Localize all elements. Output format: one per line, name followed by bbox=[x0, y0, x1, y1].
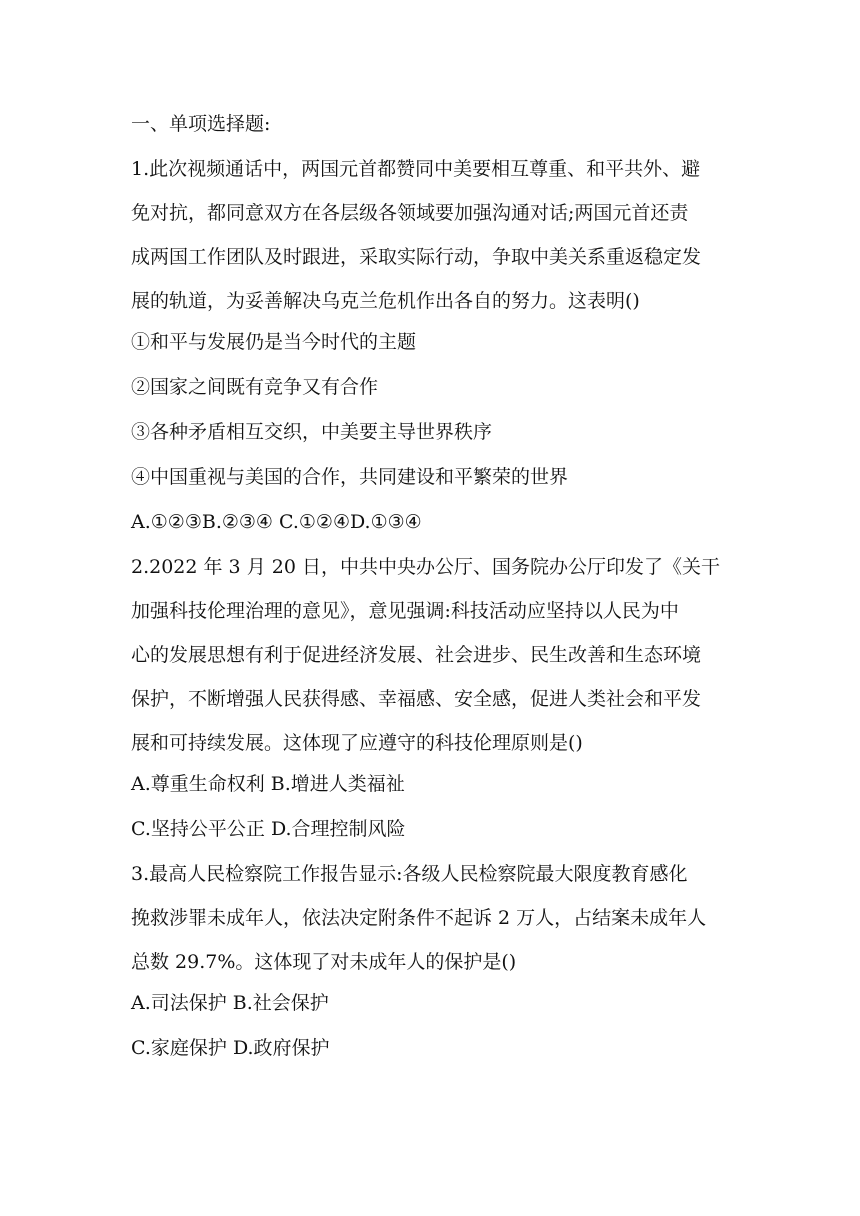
section-title: 一、单项选择题: bbox=[131, 113, 271, 135]
question-2-options: C.坚持公平公正 D.合理控制风险 bbox=[131, 818, 406, 840]
question-2-options: A.尊重生命权利 B.增进人类福祉 bbox=[131, 773, 405, 795]
question-2 bbox=[131, 556, 731, 840]
question-3-options: C.家庭保护 D.政府保护 bbox=[131, 1037, 330, 1059]
question-1-stem-line: 展的轨道，为妥善解决乌克兰危机作出各自的努力。这表明() bbox=[131, 290, 640, 312]
question-3 bbox=[131, 863, 731, 1059]
question-1 bbox=[131, 158, 731, 533]
question-2-stem-line: 2.2022 年 3 月 20 日，中共中央办公厅、国务院办公厅印发了《关干 bbox=[131, 556, 720, 578]
question-3-stem-line: 总数 29.7%。这体现了对未成年人的保护是() bbox=[131, 951, 517, 973]
question-1-statement: ④中国重视与美国的合作，共同建设和平繁荣的世界 bbox=[131, 466, 569, 488]
question-1-stem-line: 成两国工作团队及时跟进，采取实际行动，争取中美关系重返稳定发 bbox=[131, 246, 702, 268]
question-1-stem-line: 免对抗，都同意双方在各层级各领域要加强沟通对话;两国元首还责 bbox=[131, 202, 689, 224]
question-3-stem-line: 挽救涉罪未成年人，依法决定附条件不起诉 2 万人，占结案未成年人 bbox=[131, 907, 707, 929]
question-1-options: A.①②③B.②③④ C.①②④D.①③④ bbox=[131, 511, 422, 533]
question-1-statement: ①和平与发展仍是当今时代的主题 bbox=[131, 331, 417, 353]
question-2-stem-line: 展和可持续发展。这体现了应遵守的科技伦理原则是() bbox=[131, 732, 583, 754]
question-1-statement: ②国家之间既有竞争又有合作 bbox=[131, 376, 379, 398]
question-2-stem-line: 心的发展思想有利于促进经济发展、社会进步、民生改善和生态环境 bbox=[131, 644, 702, 666]
document-body bbox=[131, 113, 731, 1059]
question-2-stem-line: 加强科技伦理治理的意见》，意见强调:科技活动应坚持以人民为中 bbox=[131, 600, 679, 622]
question-1-stem-line: 1.此次视频通话中，两国元首都赞同中美要相互尊重、和平共外、避 bbox=[131, 158, 701, 180]
question-3-stem-line: 3.最高人民检察院工作报告显示:各级人民检察院最大限度教育感化 bbox=[131, 863, 688, 885]
question-2-stem-line: 保护，不断增强人民获得感、幸福感、安全感，促进人类社会和平发 bbox=[131, 688, 702, 710]
question-3-options: A.司法保护 B.社会保护 bbox=[131, 992, 329, 1014]
question-1-statement: ③各种矛盾相互交织，中美要主导世界秩序 bbox=[131, 421, 493, 443]
